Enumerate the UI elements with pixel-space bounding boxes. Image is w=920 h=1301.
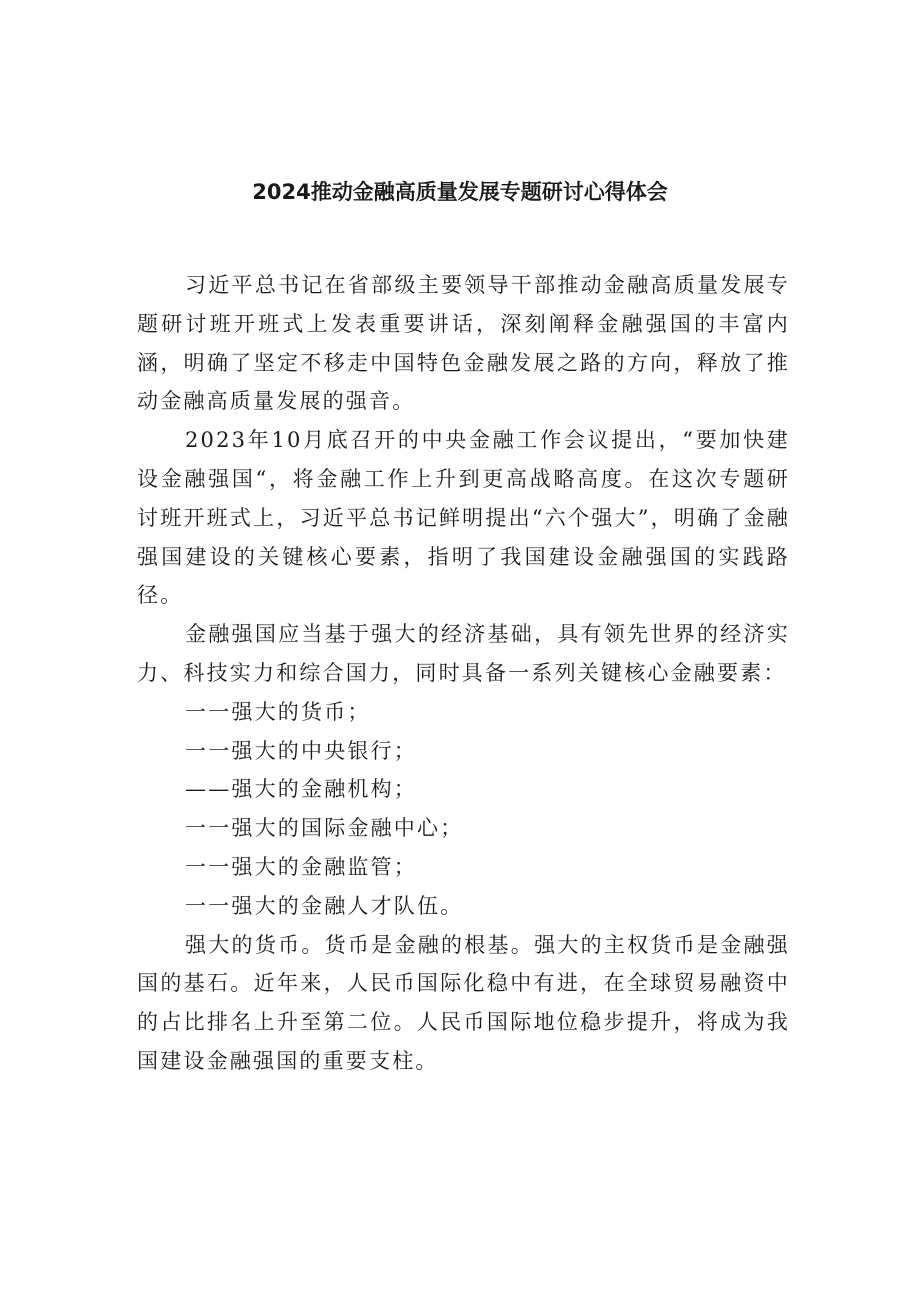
list-item: 一一强大的金融监管；	[185, 854, 417, 879]
list-item: 一一强大的中央银行；	[185, 738, 417, 763]
key-elements-list	[137, 693, 790, 926]
list-item: 一一强大的国际金融中心；	[185, 816, 464, 841]
paragraph-intro-2: 2023年10月底召开的中央金融工作会议提出，“要加快建设金融强国“，将金融工作上升到更高战略高度。在这次专题研讨班开班式上，习近平总书记鲜明提出“六个强大”，明确了金融强国建设的关键核心要素，指明了我国建设金融强国的实践路径。	[137, 428, 790, 608]
list-item: 一一强大的货币；	[185, 699, 371, 724]
list-item: ——强大的金融机构；	[185, 777, 417, 802]
paragraph-intro-3: 金融强国应当基于强大的经济基础，具有领先世界的经济实力、科技实力和综合国力，同时具备一系列关键核心金融要素：	[137, 622, 790, 685]
paragraph-currency: 强大的货币。货币是金融的根基。强大的主权货币是金融强国的基石。近年来，人民币国际化稳中有进，在全球贸易融资中的占比排名上升至第二位。人民币国际地位稳步提升，将成为我国建设金融强国的重要支柱。	[137, 932, 790, 1073]
document-title: 2024推动金融高质量发展专题研讨心得体会	[252, 180, 668, 204]
list-item: 一一强大的金融人才队伍。	[185, 893, 464, 918]
paragraph-intro-1: 习近平总书记在省部级主要领导干部推动金融高质量发展专题研讨班开班式上发表重要讲话，深刻阐释金融强国的丰富内涵，明确了坚定不移走中国特色金融发展之路的方向，释放了推动金融高质量发展的强音。	[137, 273, 790, 414]
document-body	[137, 266, 790, 1081]
